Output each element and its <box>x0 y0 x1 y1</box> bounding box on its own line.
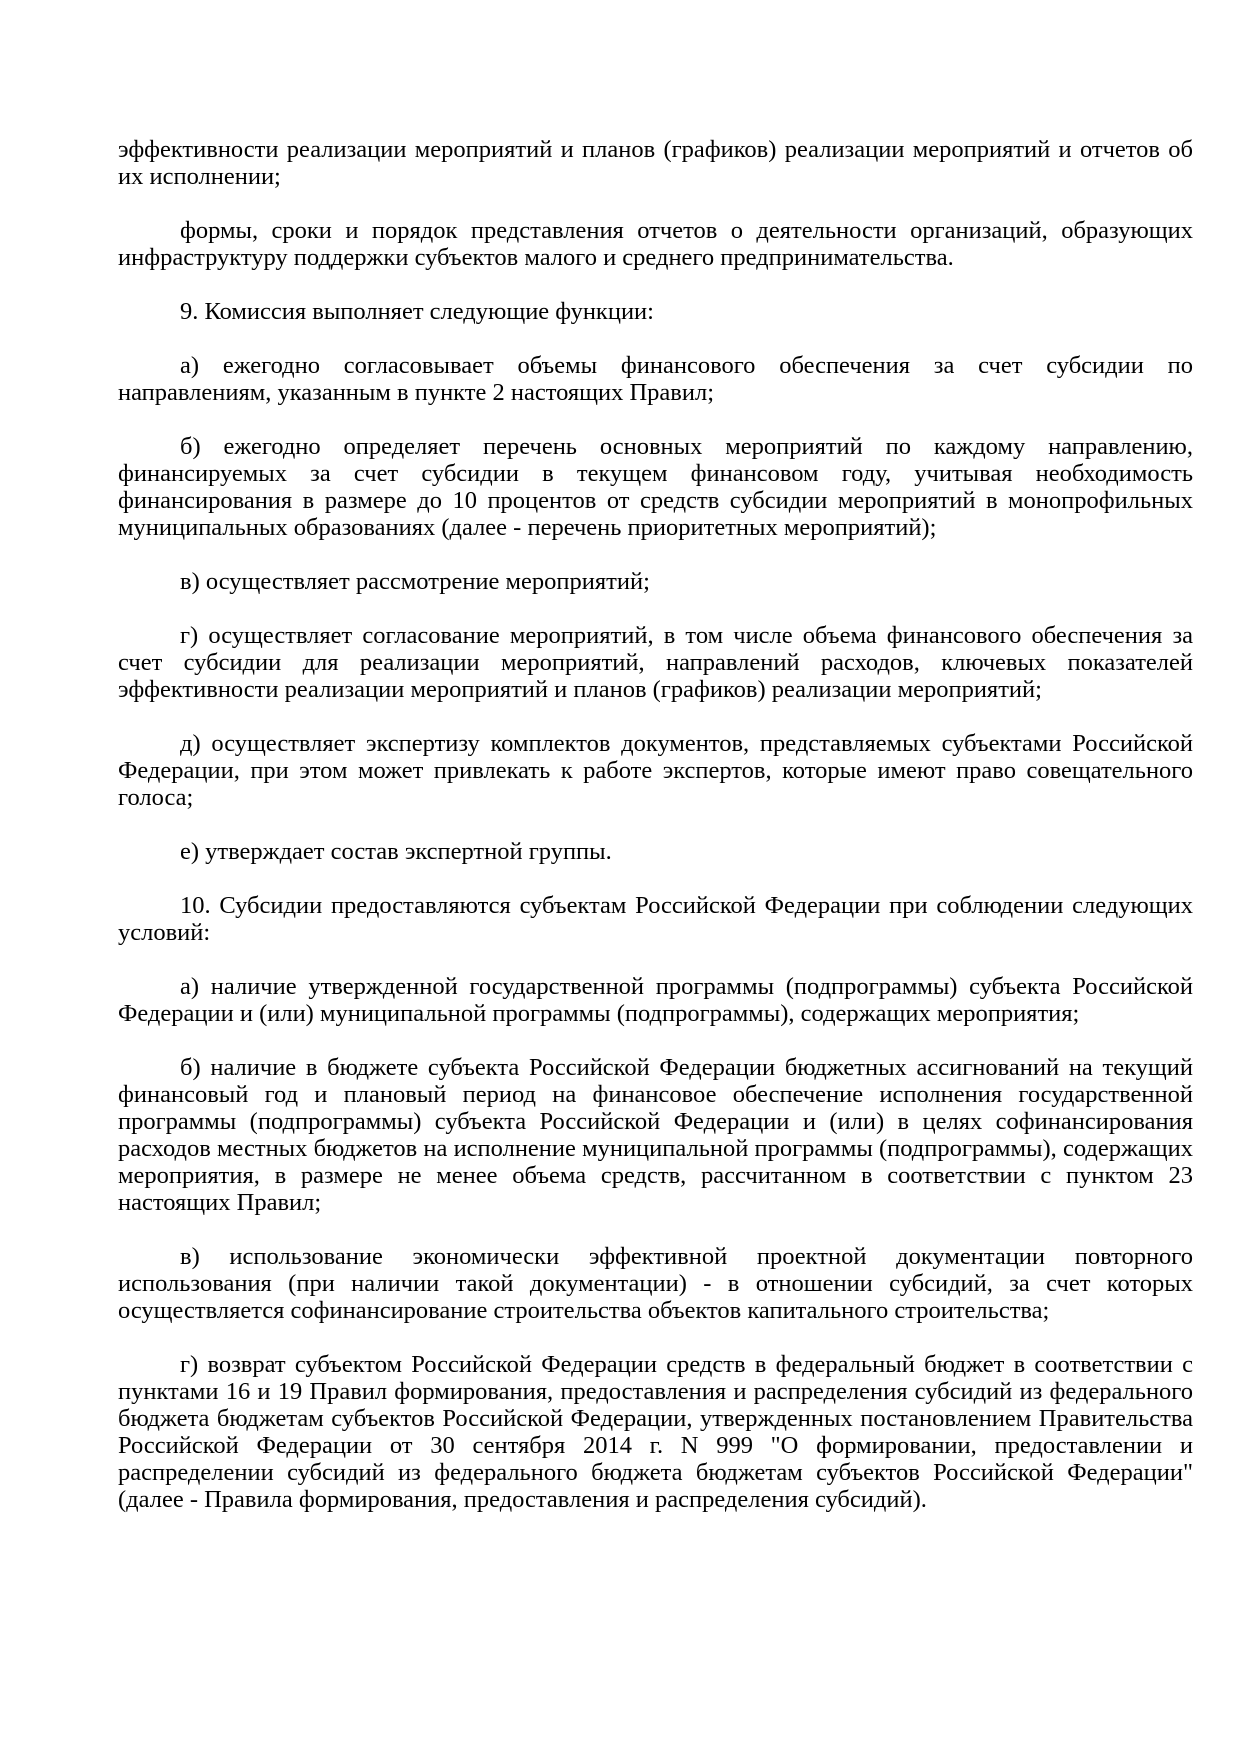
paragraph-point-9g: г) осуществляет согласование мероприятий, в том числе объема финансового обеспечения за счет субсидии для реализации мероприятий, направлений расходов, ключевых показателей эффективности реализации мероприятий и планов (графиков) реализации мероприятий; <box>118 622 1193 703</box>
paragraph-point-9: 9. Комиссия выполняет следующие функции: <box>180 298 654 325</box>
document-text-block <box>118 136 1193 1540</box>
paragraph-point-10a: а) наличие утвержденной государственной программы (подпрограммы) субъекта Российской Федерации и (или) муниципальной программы (подпрограммы), содержащих мероприятия; <box>118 973 1193 1027</box>
paragraph-point-10: 10. Субсидии предоставляются субъектам Российской Федерации при соблюдении следующих условий: <box>118 892 1193 946</box>
paragraph-point-9e: е) утверждает состав экспертной группы. <box>180 838 612 865</box>
paragraph-intro-continuation: эффективности реализации мероприятий и планов (графиков) реализации мероприятий и отчетов об их исполнении; <box>118 136 1193 190</box>
paragraph-point-10g: г) возврат субъектом Российской Федерации средств в федеральный бюджет в соответствии с пунктами 16 и 19 Правил формирования, предоставления и распределения субсидий из федерального бюджета бюджетам субъектов Российской Федерации, утвержденных постановлением Правительства Российской Федерации от 30 сентября 2014 г. N 999 "О формировании, предоставлении и распределении субсидий из федерального бюджета бюджетам субъектов Российской Федерации" (далее - Правила формирования, предоставления и распределения субсидий). <box>118 1351 1193 1513</box>
paragraph-point-9a: а) ежегодно согласовывает объемы финансового обеспечения за счет субсидии по направлениям, указанным в пункте 2 настоящих Правил; <box>118 352 1193 406</box>
paragraph-point-9b: б) ежегодно определяет перечень основных мероприятий по каждому направлению, финансируемых за счет субсидии в текущем финансовом году, учитывая необходимость финансирования в размере до 10 процентов от средств субсидии мероприятий в монопрофильных муниципальных образованиях (далее - перечень приоритетных мероприятий); <box>118 433 1193 541</box>
paragraph-point-10v: в) использование экономически эффективной проектной документации повторного использования (при наличии такой документации) - в отношении субсидий, за счет которых осуществляется софинансирование строительства объектов капитального строительства; <box>118 1243 1193 1324</box>
paragraph-point-10b: б) наличие в бюджете субъекта Российской Федерации бюджетных ассигнований на текущий финансовый год и плановый период на финансовое обеспечение исполнения государственной программы (подпрограммы) субъекта Российской Федерации и (или) в целях софинансирования расходов местных бюджетов на исполнение муниципальной программы (подпрограммы), содержащих мероприятия, в размере не менее объема средств, рассчитанном в соответствии с пунктом 23 настоящих Правил; <box>118 1054 1193 1216</box>
paragraph-point-9v: в) осуществляет рассмотрение мероприятий; <box>180 568 650 595</box>
paragraph-point-9d: д) осуществляет экспертизу комплектов документов, представляемых субъектами Российской Федерации, при этом может привлекать к работе экспертов, которые имеют право совещательного голоса; <box>118 730 1193 811</box>
paragraph-clause-forms: формы, сроки и порядок представления отчетов о деятельности организаций, образующих инфраструктуру поддержки субъектов малого и среднего предпринимательства. <box>118 217 1193 271</box>
